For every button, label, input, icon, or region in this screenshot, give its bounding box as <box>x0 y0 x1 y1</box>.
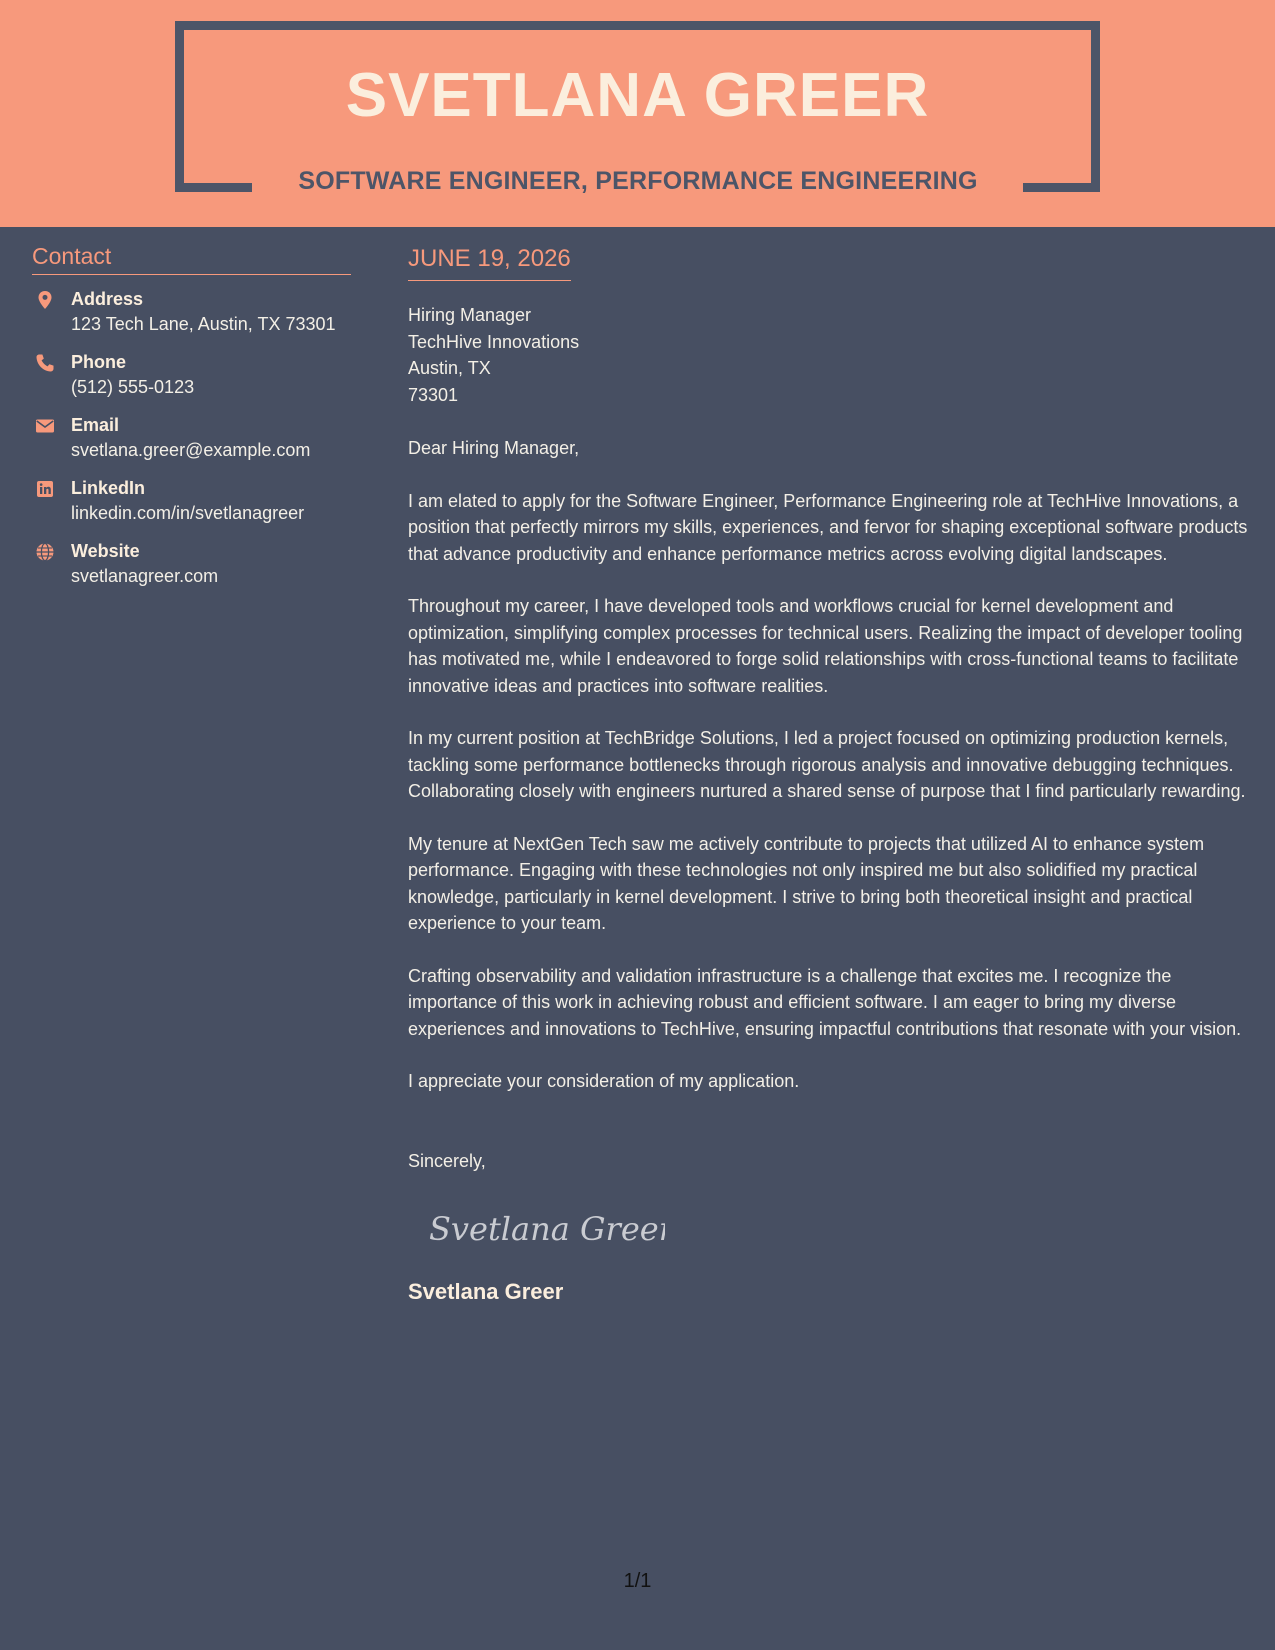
globe-icon <box>35 542 55 562</box>
contact-label: LinkedIn <box>71 478 146 498</box>
recipient-line: Hiring Manager <box>408 305 532 325</box>
linkedin-icon <box>35 479 55 499</box>
job-title: SOFTWARE ENGINEER, PERFORMANCE ENGINEERING <box>298 167 978 195</box>
recipient-line: TechHive Innovations <box>408 331 580 352</box>
signer-name: Svetlana Greer <box>408 1279 564 1304</box>
phone-icon <box>35 353 55 373</box>
address-value: 123 Tech Lane, Austin, TX 73301 <box>71 314 336 334</box>
contact-label: Phone <box>71 352 127 372</box>
candidate-name: SVETLANA GREER <box>345 61 930 130</box>
letter-paragraph: I am elated to apply for the Software Engineer, Performance Engineering role at TechHive Innovations, a position that perfectly mirrors my skills, experiences, and fervor for shaping exceptional software products that advance productivity and enhance performance metrics across evolving digital landscapes. <box>408 490 1248 564</box>
closing: Sincerely, <box>408 1150 486 1171</box>
letter-paragraph: My tenure at NextGen Tech saw me actively contribute to projects that utilized AI to enhance system performance. Engaging with these technologies not only inspired me but also solidified my practical knowledge, particularly in kernel development. I strive to bring both theoretical insight and practical experience to your team. <box>408 833 1205 933</box>
letter-paragraph: Crafting observability and validation infrastructure is a challenge that excites me. I recognize the importance of this work in achieving robust and efficient software. I am eager to bring my diverse experiences and innovations to TechHive, ensuring impactful contributions that resonate with your vision. <box>408 965 1242 1039</box>
contact-address <box>32 287 351 350</box>
email-value: svetlana.greer@example.com <box>71 440 311 460</box>
letter-paragraph: In my current position at TechBridge Solutions, I led a project focused on optimizing production kernels, tackling some performance bottlenecks through rigorous analysis and innovative debugging techniques. Collaborating closely with engineers nurtured a shared sense of purpose that I find particularly rewarding. <box>408 728 1246 801</box>
letter-paragraph: I appreciate your consideration of my application. <box>408 1071 800 1091</box>
page-number: 1/1 <box>623 1570 652 1592</box>
contact-label: Email <box>71 415 120 435</box>
website-value: svetlanagreer.com <box>71 566 219 586</box>
contact-list <box>32 287 351 602</box>
envelope-icon <box>35 416 55 436</box>
letter-paragraph: Throughout my career, I have developed tools and workflows crucial for kernel development and optimization, simplifying complex processes for technical users. Realizing the impact of developer tooling has motivated me, while I endeavored to forge solid relationships with cross-functional teams to facilitate innovative ideas and practices into software realities. <box>408 596 1243 696</box>
header-frame-right-foot <box>1023 183 1100 192</box>
recipient-line: Austin, TX <box>408 358 491 378</box>
contact-sidebar <box>32 243 351 602</box>
contact-linkedin <box>32 476 351 539</box>
contact-phone <box>32 350 351 413</box>
linkedin-value: linkedin.com/in/svetlanagreer <box>71 503 305 523</box>
signature-text: Svetlana Greer <box>429 1210 665 1248</box>
contact-label: Address <box>71 289 144 309</box>
map-pin-icon <box>35 290 55 310</box>
recipient-block <box>408 302 1253 408</box>
contact-email <box>32 413 351 476</box>
header-banner <box>0 0 1275 227</box>
contact-heading: Contact <box>32 243 351 275</box>
salutation: Dear Hiring Manager, <box>408 438 580 458</box>
handwritten-signature <box>425 1202 665 1252</box>
header-frame-left-foot <box>175 183 252 192</box>
phone-value: (512) 555-0123 <box>71 377 195 397</box>
letter-date: JUNE 19, 2026 <box>408 244 571 281</box>
recipient-line: 73301 <box>408 384 459 405</box>
contact-label: Website <box>71 541 140 561</box>
letter-body <box>408 244 1253 1305</box>
contact-website <box>32 539 351 602</box>
